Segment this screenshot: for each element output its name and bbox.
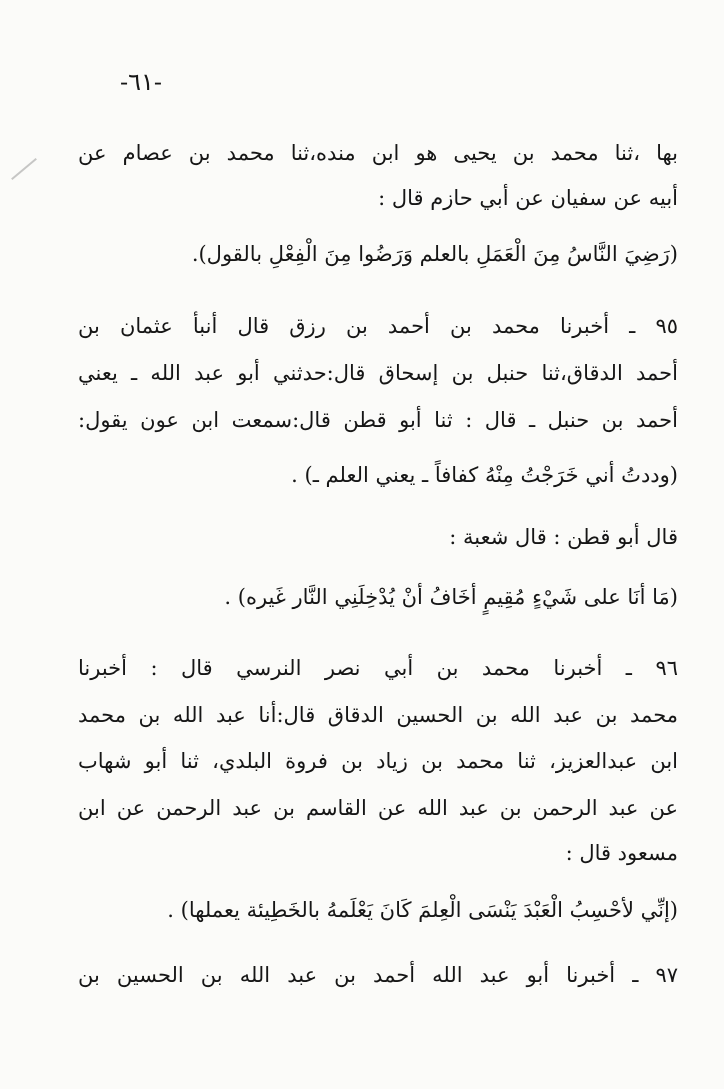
text-line-1: بها ،ثنا محمد بن يحيى هو ابن منده،ثنا محمد بن عصام عن <box>78 141 678 165</box>
page-number: -٦١- <box>120 68 162 96</box>
text-line-11: محمد بن عبد الله بن الحسين الدقاق قال:أنا عبد الله بن محمد <box>78 703 678 727</box>
text-line-5: أحمد الدقاق،ثنا حنبل بن إسحاق قال:حدثني أبو عبد الله ـ يعني <box>78 361 678 385</box>
text-line-7: (وددتُ أني خَرَجْتُ مِنْهُ كفافاً ـ يعني العلم ـ) . <box>291 463 678 487</box>
text-line-13: عن عبد الرحمن بن عبد الله عن القاسم بن عبد الرحمن عن ابن <box>78 796 678 820</box>
text-line-4: ٩٥ ـ أخبرنا محمد بن أحمد بن رزق قال أنبأ عثمان بن <box>78 314 679 338</box>
text-line-15: (إنِّي لأحْسِبُ الْعَبْدَ يَنْسَى الْعِلمَ كَانَ يَعْلَمهُ بالخَطِيئة يعملها) . <box>167 898 678 922</box>
text-line-2: أبيه عن سفيان عن أبي حازم قال : <box>378 186 678 210</box>
text-line-6: أحمد بن حنبل ـ قال : ثنا أبو قطن قال:سمعت ابن عون يقول: <box>78 408 678 432</box>
scan-mark <box>11 158 37 180</box>
text-line-8: قال أبو قطن : قال شعبة : <box>449 525 678 549</box>
text-line-16: ٩٧ ـ أخبرنا أبو عبد الله أحمد بن عبد الله بن الحسين بن <box>78 963 678 987</box>
text-line-9: (مَا أنَا على شَيْءٍ مُقِيمٍ أخَافُ أنْ يُدْخِلَنِي النَّار غَيره) . <box>224 585 678 609</box>
text-line-3: (رَضِيَ النَّاسُ مِنَ الْعَمَلِ بالعلم وَرَضُوا مِنَ الْفِعْلِ بالقول). <box>191 242 678 266</box>
text-line-14: مسعود قال : <box>565 841 678 865</box>
text-line-10: ٩٦ ـ أخبرنا محمد بن أبي نصر النرسي قال : أخبرنا <box>78 656 678 680</box>
text-line-12: ابن عبدالعزيز، ثنا محمد بن زياد بن فروة البلدي، ثنا أبو شهاب <box>78 749 678 773</box>
